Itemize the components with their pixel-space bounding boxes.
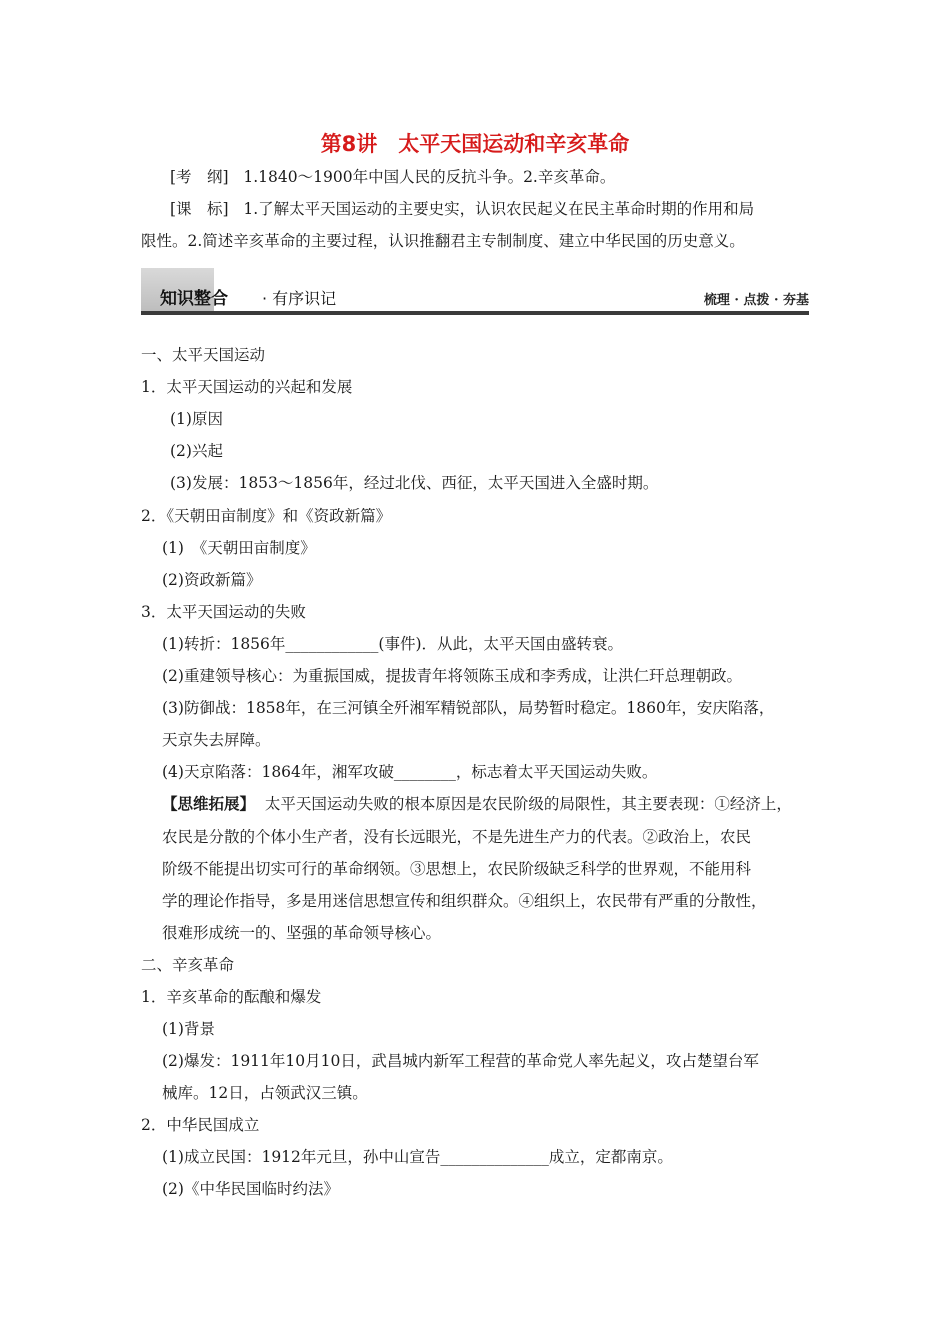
banner-subtitle: · 有序识记 <box>262 289 337 308</box>
item-1-3-3b: 天京失去屏障。 <box>162 731 271 749</box>
banner-rule <box>141 311 809 315</box>
page-title: 第8讲 太平天国运动和辛亥革命 <box>320 132 630 156</box>
subsection-1-2: 2．《天朝田亩制度》和《资政新篇》 <box>141 507 392 525</box>
item-1-2-2: (2)资政新篇》 <box>162 571 262 589</box>
kebiao-text-2: 限性。2.简述辛亥革命的主要过程，认识推翻君主专制制度、建立中华民国的历史意义。 <box>141 232 745 250</box>
kebiao-line <box>170 199 754 219</box>
item-1-3-4: (4)天京陷落：1864年，湘军攻破________，标志着太平天国运动失败。 <box>162 763 658 781</box>
banner-right: 梳理 · 点拨 · 夯基 <box>703 293 809 308</box>
item-1-1-2: (2)兴起 <box>170 442 223 460</box>
thinking-text-5: 很难形成统一的、坚强的革命领导核心。 <box>162 924 442 942</box>
kaogang-line <box>170 167 615 187</box>
subsection-1-3: 3．太平天国运动的失败 <box>141 603 306 621</box>
item-1-3-1: (1)转折：1856年____________(事件)．从此，太平天国由盛转衰。 <box>162 635 623 653</box>
kebiao-label: [课 标] <box>170 200 229 218</box>
section-banner <box>141 268 809 316</box>
item-1-1-3: (3)发展：1853～1856年，经过北伐、西征，太平天国进入全盛时期。 <box>170 474 659 492</box>
item-1-3-3a: (3)防御战：1858年，在三河镇全歼湘军精锐部队，局势暂时稳定。1860年，安庆陷落， <box>162 699 775 717</box>
thinking-text-3: 阶级不能提出切实可行的革命纲领。③思想上，农民阶级缺乏科学的世界观，不能用科 <box>162 860 752 878</box>
thinking-text-2: 农民是分散的个体小生产者，没有长远眼光，不是先进生产力的代表。②政治上，农民 <box>162 828 752 846</box>
item-2-2-1: (1)成立民国：1912年元旦，孙中山宣告______________成立，定都南京。 <box>162 1148 673 1166</box>
thinking-text-4: 学的理论作指导，多是用迷信思想宣传和组织群众。④组织上，农民带有严重的分散性， <box>162 892 767 910</box>
item-2-1-2a: (2)爆发：1911年10月10日，武昌城内新军工程营的革命党人率先起义，攻占楚望台军 <box>162 1052 759 1070</box>
item-1-2-1: (1) 《天朝田亩制度》 <box>162 539 316 557</box>
thinking-text-1: 太平天国运动失败的根本原因是农民阶级的局限性，其主要表现：①经济上， <box>264 795 792 813</box>
kebiao-text-1: 1.了解太平天国运动的主要史实，认识农民起义在民主革命时期的作用和局 <box>243 200 755 218</box>
section-heading-2: 二、辛亥革命 <box>141 956 235 974</box>
item-2-2-2: (2)《中华民国临时约法》 <box>162 1180 339 1198</box>
section-heading-1: 一、太平天国运动 <box>141 346 266 364</box>
subsection-1-1: 1．太平天国运动的兴起和发展 <box>141 378 353 396</box>
banner-title: 知识整合 <box>160 289 228 309</box>
thinking-line-1 <box>162 794 792 814</box>
kaogang-text: 1.1840～1900年中国人民的反抗斗争。2.辛亥革命。 <box>243 168 616 186</box>
kaogang-label: [考 纲] <box>170 168 229 186</box>
item-1-3-2: (2)重建领导核心：为重振国威，提拔青年将领陈玉成和李秀成，让洪仁玕总理朝政。 <box>162 667 742 685</box>
item-2-1-2b: 械库。12日，占领武汉三镇。 <box>162 1084 368 1102</box>
item-2-1-1: (1)背景 <box>162 1020 215 1038</box>
subsection-2-1: 1．辛亥革命的酝酿和爆发 <box>141 988 322 1006</box>
thinking-label: 【思维拓展】 <box>162 794 256 813</box>
subsection-2-2: 2．中华民国成立 <box>141 1116 260 1134</box>
item-1-1-1: (1)原因 <box>170 410 223 428</box>
